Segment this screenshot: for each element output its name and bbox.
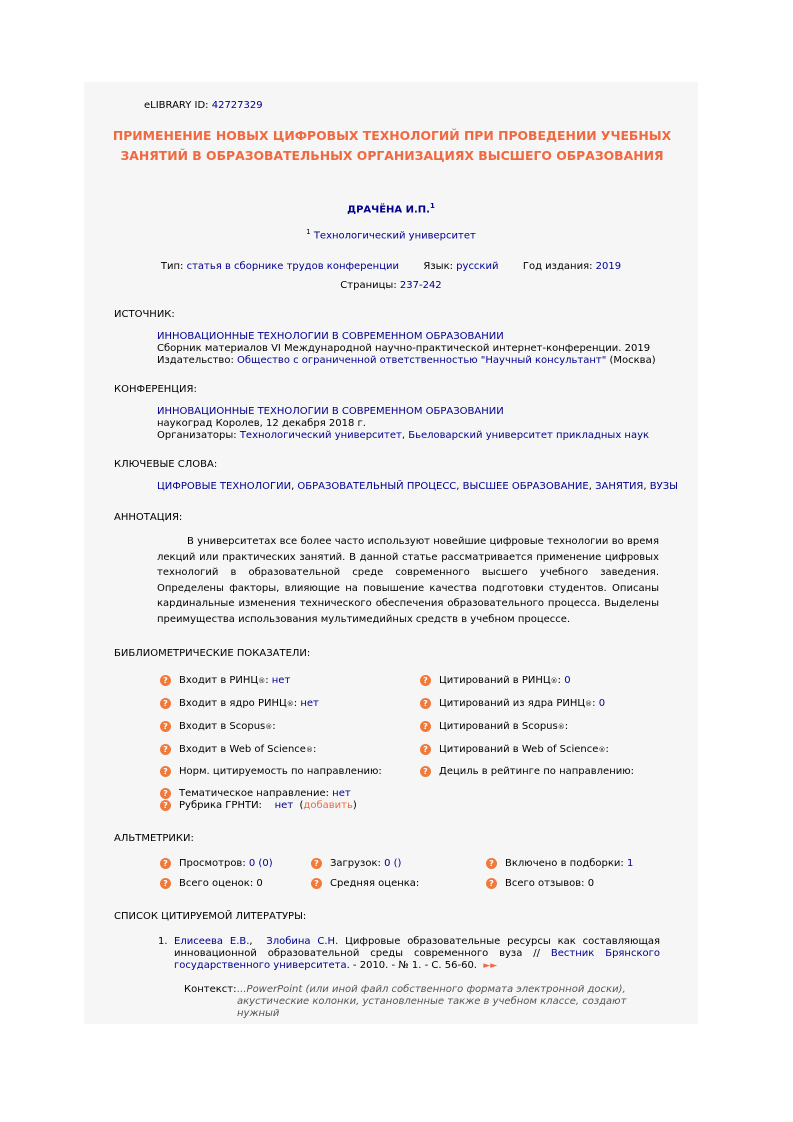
grnti-add-link[interactable]: добавить — [303, 800, 353, 811]
conference-block — [157, 406, 649, 442]
metric-cit-wos: ? Цитирований в Web of Science ® : — [420, 744, 609, 755]
reference-journal-link[interactable]: Вестник Брянского государственного университета — [174, 948, 661, 971]
annotation-text: В университетах все более часто используют новейшие цифровые технологии во время лекций или практических занятий. В данной статье рассматривается применение цифровых технологий в образовательной среде современного высшего учебного заведения. Определены факторы, влияющие на повышение качества подготовки студентов. Описаны кардинальные изменения технического обеспечения образовательного процесса. Выделены преимущества использования мультимедийных средств в учебном процессе. — [157, 536, 659, 625]
help-icon[interactable]: ? — [311, 878, 322, 889]
help-icon[interactable]: ? — [160, 721, 171, 732]
rinc-value[interactable]: нет — [271, 675, 291, 686]
metric-grnti: ? Рубрика ГРНТИ: нет ( добавить ) — [160, 800, 357, 811]
annotation-heading: АННОТАЦИЯ: — [114, 512, 183, 523]
reviews-value: 0 — [587, 878, 595, 889]
author — [84, 202, 698, 215]
affiliation — [84, 228, 698, 241]
help-icon[interactable]: ? — [160, 698, 171, 709]
metric-cit-core: ? Цитирований из ядра РИНЦ ® : 0 — [420, 698, 605, 709]
keywords-heading: КЛЮЧЕВЫЕ СЛОВА: — [114, 459, 218, 470]
organizers-link[interactable]: Технологический университет, Бьеловарский университет прикладных наук — [239, 430, 650, 441]
help-icon[interactable]: ? — [160, 858, 171, 869]
altmetrics-heading: АЛЬТМЕТРИКИ: — [114, 833, 194, 844]
alt-downloads: ? Загрузок: 0 () — [311, 858, 401, 869]
metric-scopus: ? Входит в Scopus ® : — [160, 721, 276, 732]
elibrary-id — [144, 100, 263, 111]
context-label: Контекст: — [184, 984, 237, 995]
article-card — [84, 82, 698, 1024]
publisher-city: (Москва) — [609, 355, 656, 366]
lang-value: русский — [456, 261, 499, 272]
type-value: статья в сборнике трудов конференции — [186, 261, 400, 272]
organizers-label: Организаторы: — [157, 430, 237, 441]
conference-heading: КОНФЕРЕНЦИЯ: — [114, 384, 197, 395]
pages — [84, 280, 698, 291]
affiliation-sup: 1 — [306, 228, 311, 236]
help-icon[interactable]: ? — [160, 788, 171, 799]
help-icon[interactable]: ? — [420, 698, 431, 709]
help-icon[interactable]: ? — [160, 800, 171, 811]
metric-rinc: ? Входит в РИНЦ ® : нет — [160, 675, 290, 686]
downloads-value[interactable]: 0 () — [384, 858, 402, 869]
metric-rinc-core: ? Входит в ядро РИНЦ ® : нет — [160, 698, 319, 709]
keyword-link[interactable]: ОБРАЗОВАТЕЛЬНЫЙ ПРОЦЕСС — [297, 481, 457, 492]
views-value[interactable]: 0 (0) — [248, 858, 273, 869]
metric-wos: ? Входит в Web of Science ® : — [160, 744, 316, 755]
cit-rinc-value[interactable]: 0 — [564, 675, 571, 686]
help-icon[interactable]: ? — [160, 675, 171, 686]
reference-author-link[interactable]: Злобина С.Н. — [266, 936, 339, 947]
fast-forward-icon[interactable]: ►► — [483, 961, 498, 971]
year-label: Год издания: — [522, 261, 593, 272]
conference-link[interactable]: ИННОВАЦИОННЫЕ ТЕХНОЛОГИИ В СОВРЕМЕННОМ ОБРАЗОВАНИИ — [157, 406, 504, 417]
included-value[interactable]: 1 — [626, 858, 634, 869]
metric-decile: ? Дециль в рейтинге по направлению: — [420, 766, 634, 777]
alt-included: ? Включено в подборки: 1 — [486, 858, 633, 869]
help-icon[interactable]: ? — [420, 766, 431, 777]
metric-cit-scopus: ? Цитирований в Scopus ® : — [420, 721, 568, 732]
reference-author-link[interactable]: Елисеева Е.В. — [174, 936, 250, 947]
help-icon[interactable]: ? — [420, 675, 431, 686]
help-icon[interactable]: ? — [160, 766, 171, 777]
help-icon[interactable]: ? — [420, 721, 431, 732]
year-value: 2019 — [595, 261, 622, 272]
pages-label: Страницы: — [340, 280, 397, 291]
alt-avg-rating: ? Средняя оценка: — [311, 878, 419, 889]
elibrary-id-label: eLIBRARY ID: — [144, 100, 209, 111]
metric-cit-rinc: ? Цитирований в РИНЦ ® : 0 — [420, 675, 571, 686]
affiliation-link[interactable]: Технологический университет — [313, 230, 476, 242]
author-sup: 1 — [429, 202, 435, 210]
source-collection: Сборник материалов VI Международной научно-практической интернет-конференции. 2019 — [157, 343, 651, 354]
cit-core-value[interactable]: 0 — [598, 698, 606, 709]
grnti-value[interactable]: нет — [274, 800, 294, 811]
biblio-heading: БИБЛИОМЕТРИЧЕСКИЕ ПОКАЗАТЕЛИ: — [114, 648, 311, 659]
references-heading: СПИСОК ЦИТИРУЕМОЙ ЛИТЕРАТУРЫ: — [114, 911, 307, 922]
keyword-link[interactable]: ВЫСШЕЕ ОБРАЗОВАНИЕ — [462, 481, 589, 492]
help-icon[interactable]: ? — [311, 858, 322, 869]
article-title: ПРИМЕНЕНИЕ НОВЫХ ЦИФРОВЫХ ТЕХНОЛОГИЙ ПРИ ПРОВЕДЕНИИ УЧЕБНЫХ ЗАНЯТИЙ В ОБРАЗОВАТЕЛЬНЫХ ОРГАНИЗАЦИЯХ ВЫСШЕГО ОБРАЗОВАНИЯ — [112, 128, 672, 163]
metric-norm-citation: ? Норм. цитируемость по направлению: — [160, 766, 382, 777]
article-meta — [84, 261, 698, 272]
help-icon[interactable]: ? — [160, 744, 171, 755]
source-link[interactable]: ИННОВАЦИОННЫЕ ТЕХНОЛОГИИ В СОВРЕМЕННОМ ОБРАЗОВАНИИ — [157, 331, 504, 342]
pages-value: 237-242 — [399, 280, 442, 291]
publisher-link[interactable]: Общество с ограниченной ответственностью "Научный консультант" — [237, 355, 607, 366]
author-link[interactable]: ДРАЧЁНА И.П. — [347, 204, 430, 216]
keywords-list: ЦИФРОВЫЕ ТЕХНОЛОГИИ, ОБРАЗОВАТЕЛЬНЫЙ ПРОЦЕСС, ВЫСШЕЕ ОБРАЗОВАНИЕ, ЗАНЯТИЯ, ВУЗЫ — [157, 481, 678, 492]
help-icon[interactable]: ? — [486, 878, 497, 889]
source-heading: ИСТОЧНИК: — [114, 309, 175, 320]
reference-text: Елисеева Е.В., Злобина С.Н. Цифровые образовательные ресурсы как составляющая инновационной образовательной среды современного вуза // Вестник Брянского государственного университета. - 2010. - № 1. - С. 56-60. ►► — [174, 936, 661, 971]
help-icon[interactable]: ? — [160, 878, 171, 889]
alt-views: ? Просмотров: 0 (0) — [160, 858, 273, 869]
alt-reviews: ? Всего отзывов: 0 — [486, 878, 594, 889]
alt-ratings: ? Всего оценок: 0 — [160, 878, 263, 889]
context-text: ...PowerPoint (или иной файл собственного формата электронной доски), акустические колонки, установленные также в учебном классе, создают нужный — [237, 984, 627, 1019]
help-icon[interactable]: ? — [486, 858, 497, 869]
keyword-link[interactable]: ВУЗЫ — [649, 481, 678, 492]
core-value[interactable]: нет — [300, 698, 319, 709]
conference-place-date: наукоград Королев, 12 декабря 2018 г. — [157, 418, 366, 429]
help-icon[interactable]: ? — [420, 744, 431, 755]
topic-value[interactable]: нет — [332, 788, 351, 799]
ratings-value: 0 — [256, 878, 263, 889]
metric-topic: ? Тематическое направление: нет — [160, 788, 351, 799]
type-label: Тип: — [160, 261, 184, 272]
keyword-link[interactable]: ЦИФРОВЫЕ ТЕХНОЛОГИИ — [157, 481, 292, 492]
keyword-link[interactable]: ЗАНЯТИЯ — [595, 481, 644, 492]
elibrary-id-link[interactable]: 42727329 — [211, 100, 263, 111]
source-block — [157, 331, 656, 367]
publisher-label: Издательство: — [157, 355, 234, 366]
lang-label: Язык: — [423, 261, 453, 272]
reference-number: 1. — [158, 936, 168, 947]
